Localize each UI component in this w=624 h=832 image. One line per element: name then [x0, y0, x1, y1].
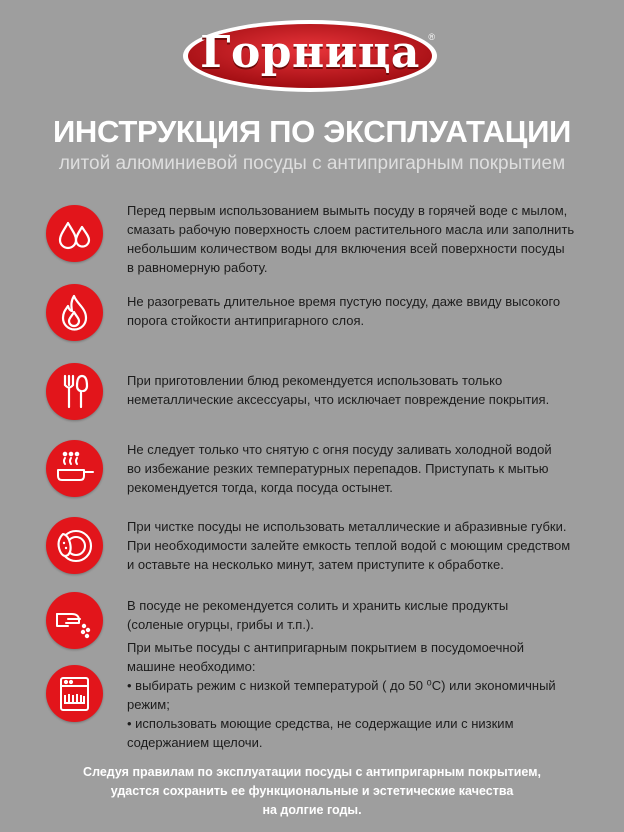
- instruction-line: небольшим количеством воды для включения всей поверхности посуды: [127, 241, 565, 256]
- page-subtitle: литой алюминиевой посуды с антипригарным покрытием: [58, 153, 566, 174]
- instruction-4: [127, 440, 597, 497]
- instruction-line: содержанием щелочи.: [127, 735, 263, 750]
- water-drops-icon: [46, 205, 103, 262]
- footer-note: [30, 763, 594, 820]
- instruction-line: машине необходимо:: [127, 659, 256, 674]
- instruction-line: неметаллические аксессуары, что исключает повреждение покрытия.: [127, 392, 550, 407]
- instruction-line: При мытье посуды с антипригарным покрытием в посудомоечной: [127, 640, 525, 655]
- dishwasher-icon: [46, 665, 103, 722]
- footer-line: Следуя правилам по эксплуатации посуды с антипригарным покрытием,: [83, 765, 541, 779]
- instruction-7: [127, 638, 597, 752]
- instruction-line: В посуде не рекомендуется солить и хранить кислые продукты: [127, 598, 509, 613]
- hot-pan-icon: [46, 440, 103, 497]
- instruction-line: (соленые огурцы, грибы и т.п.).: [127, 617, 314, 632]
- instruction-3: [127, 371, 597, 409]
- instruction-5: [127, 517, 597, 574]
- instruction-line: режим;: [127, 697, 170, 712]
- footer-line: удастся сохранить ее функциональные и эстетические качества: [110, 784, 514, 798]
- fork-spatula-icon: [46, 363, 103, 420]
- instruction-line: • выбирать режим с низкой температурой ( до 50 ⁰С) или экономичный: [127, 678, 556, 693]
- brand-logo: [181, 18, 439, 94]
- instruction-line: рекомендуется тогда, когда посуда остынет.: [127, 480, 393, 495]
- page-title: ИНСТРУКЦИЯ ПО ЭКСПЛУАТАЦИИ: [52, 114, 572, 149]
- instruction-line: При чистке посуды не использовать металлические и абразивные губки.: [127, 519, 567, 534]
- salt-hand-icon: [46, 592, 103, 649]
- instruction-line: Перед первым использованием вымыть посуду в горячей воде с мылом,: [127, 203, 568, 218]
- instruction-line: порога стойкости антипригарного слоя.: [127, 313, 365, 328]
- footer-line: на долгие годы.: [262, 803, 362, 817]
- registered-mark: ®: [428, 32, 435, 42]
- brand-name: Горница: [200, 27, 420, 78]
- instruction-2: [127, 292, 597, 330]
- instruction-line: во избежание резких температурных перепадов. Приступать к мытью: [127, 461, 549, 476]
- instruction-line: Не разогревать длительное время пустую посуду, даже ввиду высокого: [127, 294, 561, 309]
- instruction-1: [127, 201, 597, 277]
- instruction-line: При приготовлении блюд рекомендуется использовать только: [127, 373, 503, 388]
- instruction-line: смазать рабочую поверхность слоем растительного масла или заполнить: [127, 222, 575, 237]
- instruction-line: • использовать моющие средства, не содержащие или с низким: [127, 716, 514, 731]
- instruction-line: и оставьте на несколько минут, затем приступите к обработке.: [127, 557, 504, 572]
- instruction-line: При необходимости залейте емкость теплой водой с моющим средством: [127, 538, 571, 553]
- flame-icon: [46, 284, 103, 341]
- sponge-plate-icon: [46, 517, 103, 574]
- instruction-line: Не следует только что снятую с огня посуду заливать холодной водой: [127, 442, 552, 457]
- instruction-line: в равномерную работу.: [127, 260, 268, 275]
- instruction-6: [127, 596, 597, 634]
